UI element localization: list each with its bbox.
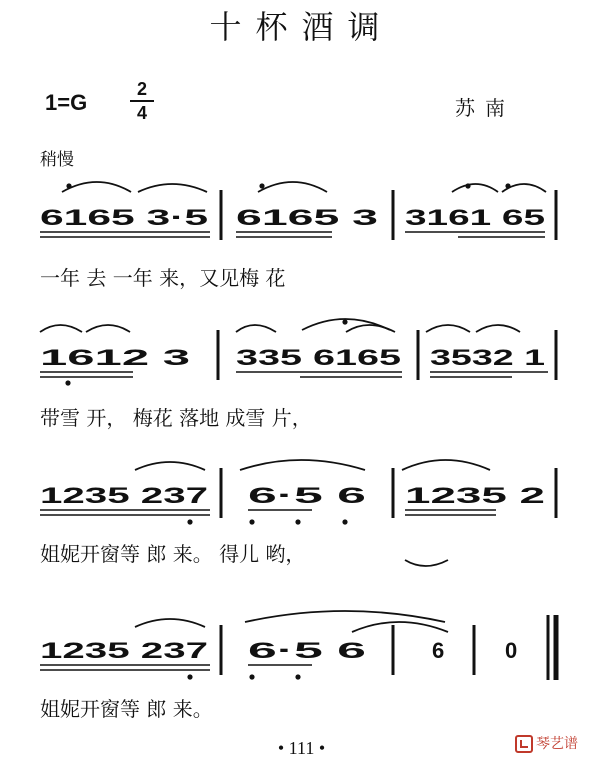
notes-line-3-m1: 1235 237 (40, 483, 208, 508)
octave-dot (66, 183, 71, 188)
notes-line-3-m2: 6·5 6 (248, 483, 366, 508)
octave-dot (259, 183, 264, 188)
slur (352, 622, 448, 632)
octave-dot (65, 380, 70, 385)
time-signature-top: 2 (136, 79, 147, 99)
slur (402, 460, 490, 470)
octave-dot (505, 183, 510, 188)
notes-line-1-m1: 6165 3·5 (40, 205, 208, 230)
slur (426, 325, 470, 332)
notes-line-1-m3: 3161 65 (405, 205, 545, 230)
slur (135, 462, 205, 470)
octave-dot (187, 674, 192, 679)
slur (86, 325, 130, 332)
lyric-line-3: 姐妮开窗等 郎 来。 得儿 哟， (40, 542, 306, 566)
slur (40, 325, 82, 332)
slur (452, 184, 498, 192)
song-origin: 苏南 (455, 96, 515, 120)
lyric-line-2: 带雪 开， 梅花 落地 成雪 片， (40, 406, 312, 430)
slur (476, 325, 520, 332)
slur (135, 619, 205, 627)
page-mark-left: • (277, 738, 285, 758)
key-signature: 1=G (45, 90, 88, 115)
octave-dot (465, 183, 470, 188)
notes-line-4-m4: 0 (505, 638, 518, 663)
notes-line-4-m3: 6 (432, 638, 445, 663)
song-title: 十杯酒调 (209, 8, 394, 46)
notes-line-2-m3: 3532 1 (430, 345, 545, 370)
logo-icon (515, 735, 533, 753)
notes-line-2-m1: 1612 3 (40, 345, 190, 370)
notes-line-4-m1: 1235 237 (40, 638, 208, 663)
logo-text: 琴艺谱 (536, 736, 578, 752)
page-number: 111 (288, 738, 315, 758)
page-mark-right: • (318, 738, 326, 758)
site-logo (515, 733, 578, 753)
octave-dot (295, 519, 300, 524)
slur (236, 325, 276, 332)
slur (258, 182, 327, 192)
octave-dot (342, 519, 347, 524)
slur (346, 325, 395, 332)
time-signature-bottom: 4 (136, 103, 147, 123)
slur (138, 184, 207, 192)
octave-dot (249, 519, 254, 524)
notes-line-1-m2: 6165 3 (236, 205, 378, 230)
notes-line-4-m2: 6·5 6 (248, 638, 366, 663)
lyric-line-4: 姐妮开窗等 郎 来。 (40, 697, 213, 721)
page-footer (0, 738, 603, 759)
octave-dot (249, 674, 254, 679)
octave-dot (187, 519, 192, 524)
slur (240, 460, 365, 470)
octave-dot (295, 674, 300, 679)
slur (245, 611, 445, 622)
notes-line-3-m3: 1235 2 (405, 483, 545, 508)
tempo-marking: 稍慢 (40, 150, 74, 170)
octave-dot (342, 319, 347, 324)
lyric-line-1: 一年 去 一年 来，又见梅 花 (40, 266, 286, 290)
notes-line-2-m2: 335 6165 (236, 345, 401, 370)
slur (62, 182, 131, 192)
slur (405, 560, 448, 566)
